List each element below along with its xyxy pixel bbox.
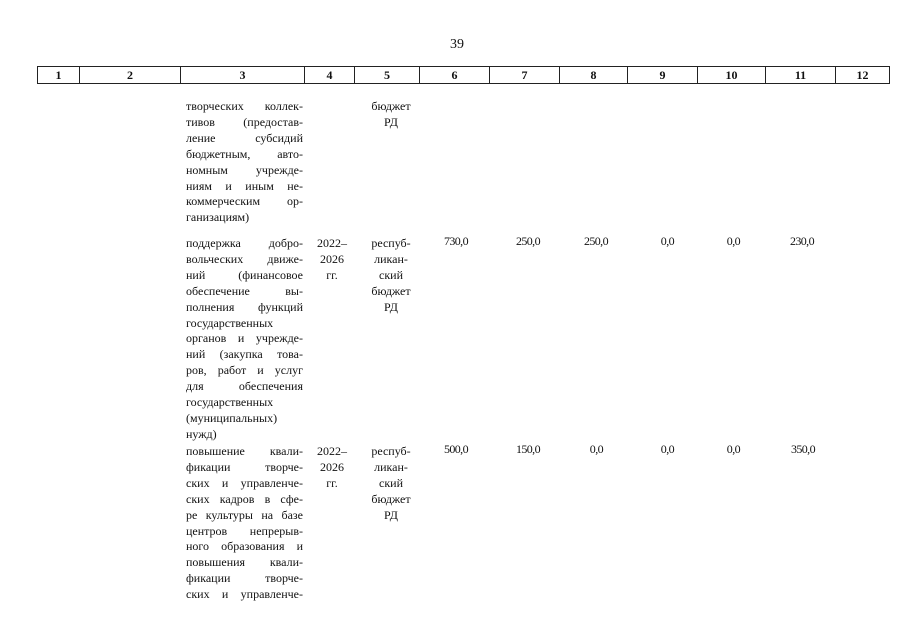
name-line: ре культуры на базе bbox=[186, 507, 303, 522]
source-line: ликан- bbox=[374, 459, 408, 474]
period-line: гг. bbox=[326, 475, 338, 490]
source-line: бюджет bbox=[371, 99, 411, 113]
source-line: ский bbox=[379, 475, 403, 490]
column-header-9: 9 bbox=[627, 67, 697, 83]
name-line: фикации творче- bbox=[186, 571, 303, 586]
name-line: повышения квали- bbox=[186, 555, 303, 570]
name-line: (муниципальных) bbox=[186, 410, 278, 425]
name-line: ров, работ и услуг bbox=[186, 363, 303, 378]
name-line: полнения функций bbox=[186, 299, 303, 314]
row-1-value-col6: 730,0 bbox=[443, 234, 468, 248]
name-line: коммерческим ор- bbox=[186, 194, 303, 209]
name-line: государственных bbox=[186, 395, 274, 410]
row-2-value-col11: 350,0 bbox=[790, 442, 815, 456]
row-1-name bbox=[186, 236, 303, 443]
row-1-value-col9: 0,0 bbox=[660, 234, 674, 248]
page-number: 39 bbox=[450, 37, 464, 52]
row-2-value-col7: 150,0 bbox=[515, 442, 540, 456]
name-line: номным учрежде- bbox=[186, 162, 303, 177]
row-1-source bbox=[362, 236, 420, 316]
name-line: тивов (предостав- bbox=[186, 114, 303, 129]
row-1-value-col10: 0,0 bbox=[726, 234, 740, 248]
name-line: повышение квали- bbox=[186, 444, 303, 458]
column-header-7: 7 bbox=[489, 67, 559, 83]
row-2-value-col10: 0,0 bbox=[726, 442, 740, 456]
column-header-10: 10 bbox=[697, 67, 765, 83]
column-header-12: 12 bbox=[835, 67, 890, 83]
period-line: 2026 bbox=[320, 251, 344, 266]
name-line: ганизациям) bbox=[186, 210, 250, 225]
name-line: нужд) bbox=[186, 426, 217, 441]
name-line: ниям и иным не- bbox=[186, 178, 303, 193]
name-line: ного образования и bbox=[186, 539, 303, 554]
column-header-3: 3 bbox=[180, 67, 304, 83]
row-2-name bbox=[186, 444, 303, 603]
name-line: центров непрерыв- bbox=[186, 523, 303, 538]
name-line: вольческих движе- bbox=[186, 251, 303, 266]
row-0-name bbox=[186, 99, 303, 226]
name-line: государственных bbox=[186, 315, 274, 330]
source-line: ликан- bbox=[374, 251, 408, 266]
row-1-value-col7: 250,0 bbox=[515, 234, 540, 248]
period-line: 2022– bbox=[317, 236, 347, 250]
source-line: бюджет bbox=[371, 283, 411, 298]
row-2-source bbox=[362, 444, 420, 524]
name-line: ских и управленче- bbox=[186, 587, 303, 602]
row-0-source bbox=[362, 99, 420, 131]
row-2-value-col8: 0,0 bbox=[589, 442, 603, 456]
name-line: фикации творче- bbox=[186, 459, 303, 474]
source-line: ский bbox=[379, 267, 403, 282]
name-line: ских и управленче- bbox=[186, 475, 303, 490]
source-line: респуб- bbox=[371, 236, 411, 250]
period-line: 2026 bbox=[320, 459, 344, 474]
name-line: ление субсидий bbox=[186, 130, 303, 145]
source-line: РД bbox=[384, 114, 398, 129]
source-line: РД bbox=[384, 299, 398, 314]
column-header-6: 6 bbox=[419, 67, 489, 83]
source-line: РД bbox=[384, 507, 398, 522]
name-line: бюджетным, авто- bbox=[186, 146, 303, 161]
row-2-value-col6: 500,0 bbox=[443, 442, 468, 456]
name-line: обеспечение вы- bbox=[186, 283, 303, 298]
column-header-8: 8 bbox=[559, 67, 627, 83]
row-1-period bbox=[308, 236, 356, 284]
period-line: гг. bbox=[326, 267, 338, 282]
name-line: ских кадров в сфе- bbox=[186, 491, 303, 506]
name-line: органов и учрежде- bbox=[186, 331, 303, 346]
column-header-4: 4 bbox=[304, 67, 354, 83]
table-header-row bbox=[37, 66, 890, 84]
row-1-value-col8: 250,0 bbox=[583, 234, 608, 248]
row-1-value-col11: 230,0 bbox=[789, 234, 814, 248]
name-line: поддержка добро- bbox=[186, 236, 303, 250]
name-line: для обеспечения bbox=[186, 379, 303, 394]
column-header-2: 2 bbox=[79, 67, 180, 83]
column-header-11: 11 bbox=[765, 67, 835, 83]
row-2-value-col9: 0,0 bbox=[660, 442, 674, 456]
column-header-5: 5 bbox=[354, 67, 419, 83]
period-line: 2022– bbox=[317, 444, 347, 458]
name-line: творческих коллек- bbox=[186, 99, 303, 113]
name-line: ний (финансовое bbox=[186, 267, 303, 282]
column-header-1: 1 bbox=[37, 67, 79, 83]
source-line: бюджет bbox=[371, 491, 411, 506]
source-line: респуб- bbox=[371, 444, 411, 458]
name-line: ний (закупка това- bbox=[186, 347, 303, 362]
row-2-period bbox=[308, 444, 356, 492]
